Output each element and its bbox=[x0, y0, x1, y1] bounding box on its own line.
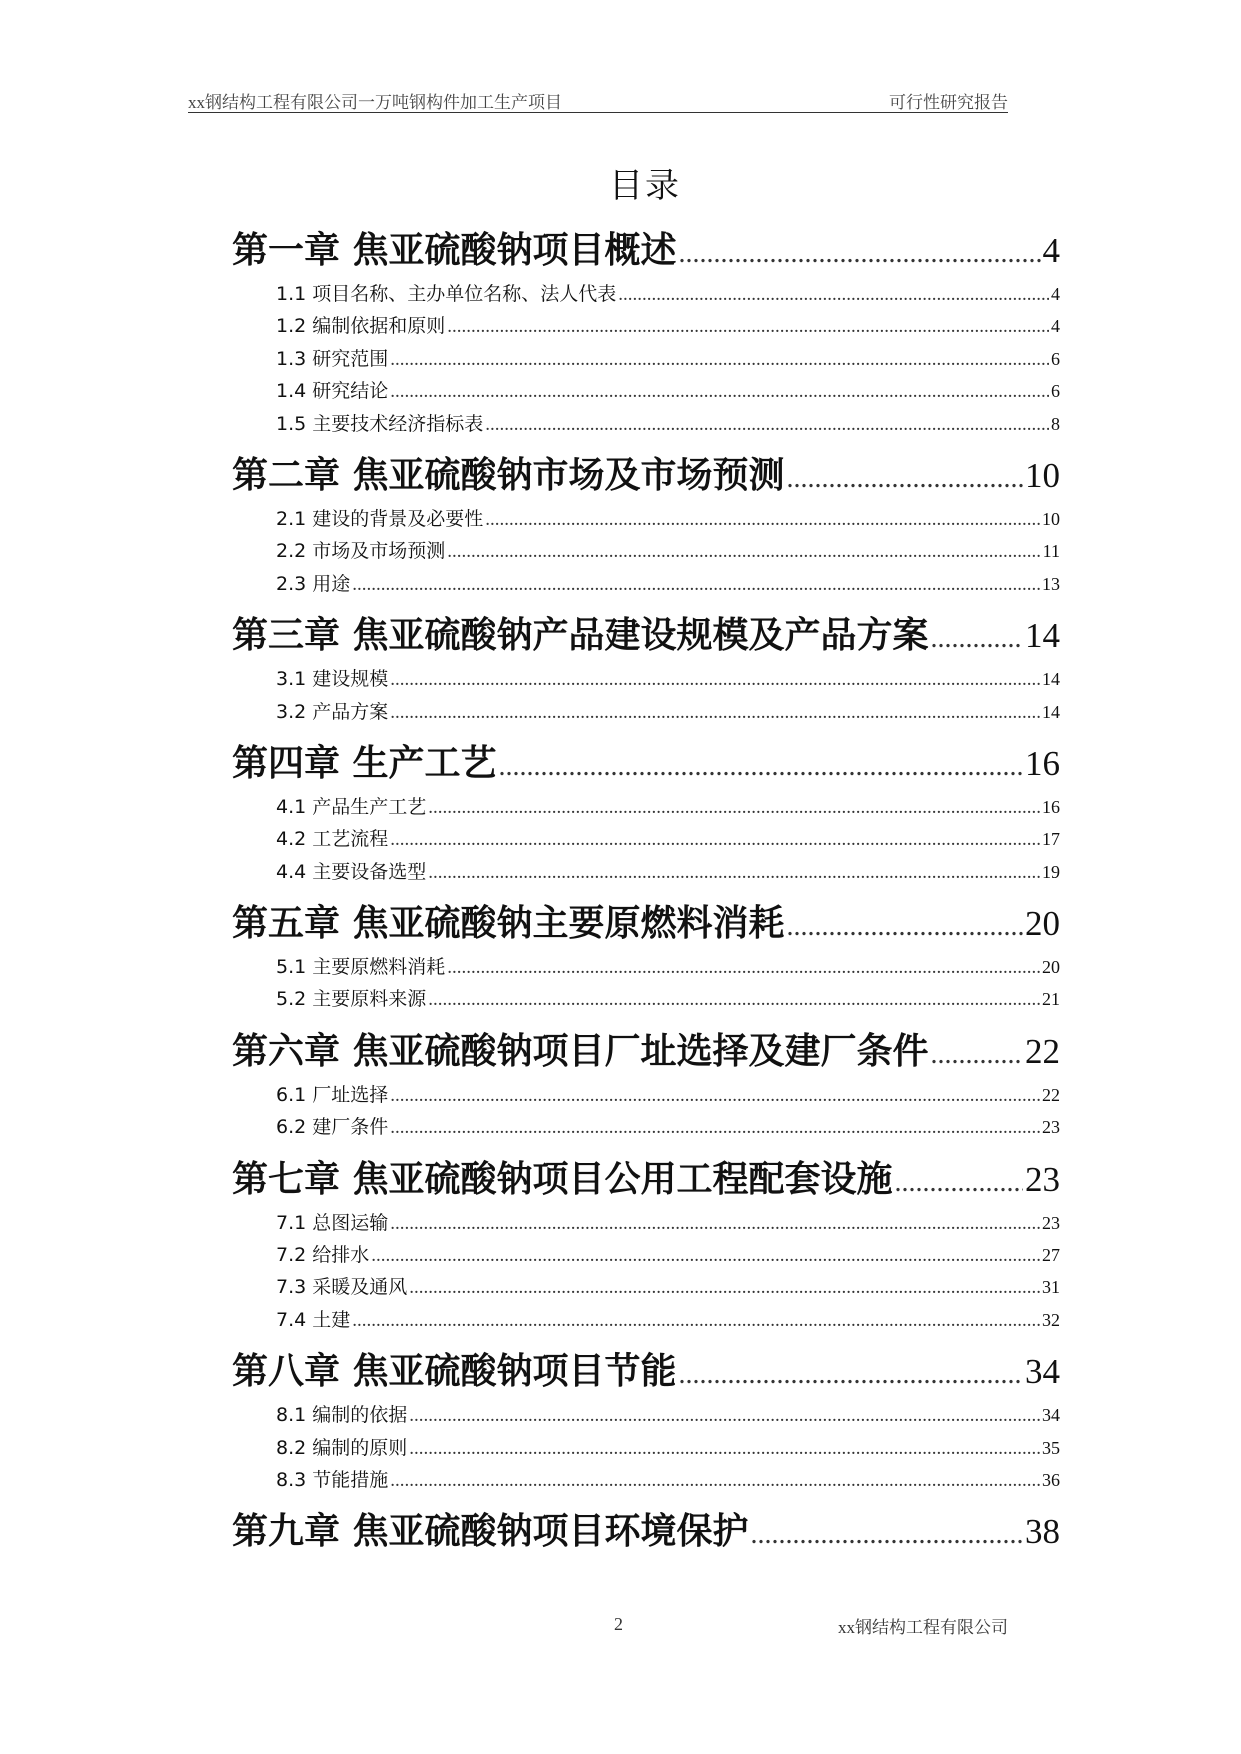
toc-leader-dots bbox=[390, 381, 1049, 403]
toc-chapter-label: 第八章 焦亚硫酸钠项目节能 bbox=[232, 1350, 677, 1393]
toc-chapter-label: 第六章 焦亚硫酸钠项目厂址选择及建厂条件 bbox=[232, 1029, 929, 1072]
toc-section-entry[interactable] bbox=[232, 1305, 1060, 1337]
header-report-type: 可行性研究报告 bbox=[889, 93, 1008, 112]
toc-chapter-label: 第四章 生产工艺 bbox=[232, 741, 497, 784]
toc-section-entry[interactable] bbox=[232, 311, 1060, 343]
toc-section-label: 1.5 主要技术经济指标表 bbox=[276, 412, 484, 435]
toc-leader-dots bbox=[390, 349, 1049, 371]
toc-section-page: 6 bbox=[1051, 381, 1060, 402]
toc-chapter-entry[interactable] bbox=[232, 895, 1060, 952]
toc-leader-dots bbox=[485, 509, 1040, 531]
toc-chapter-page: 22 bbox=[1025, 1031, 1060, 1071]
toc-leader-dots bbox=[931, 623, 1023, 655]
toc-section-entry[interactable] bbox=[232, 279, 1060, 311]
toc-section-entry[interactable] bbox=[232, 1080, 1060, 1112]
toc-chapter-label: 第二章 焦亚硫酸钠市场及市场预测 bbox=[232, 453, 785, 496]
toc-section-entry[interactable] bbox=[232, 697, 1060, 729]
toc-leader-dots bbox=[390, 1117, 1040, 1139]
toc-section-entry[interactable] bbox=[232, 824, 1060, 856]
toc-chapter-page: 38 bbox=[1025, 1512, 1060, 1552]
toc-section-entry[interactable] bbox=[232, 536, 1060, 568]
toc-leader-dots bbox=[352, 1310, 1040, 1332]
toc-section-label: 8.3 节能措施 bbox=[276, 1468, 389, 1491]
toc-chapter-label: 第七章 焦亚硫酸钠项目公用工程配套设施 bbox=[232, 1157, 893, 1200]
toc-section-entry[interactable] bbox=[232, 344, 1060, 376]
page-number: 2 bbox=[614, 1614, 623, 1634]
toc-section-entry[interactable] bbox=[232, 664, 1060, 696]
toc-section-page: 6 bbox=[1051, 348, 1060, 369]
toc-leader-dots bbox=[428, 862, 1040, 884]
toc-leader-dots bbox=[618, 284, 1049, 306]
table-of-contents bbox=[232, 222, 1060, 1560]
toc-section-page: 36 bbox=[1042, 1469, 1060, 1490]
toc-leader-dots bbox=[679, 238, 1041, 270]
toc-leader-dots bbox=[931, 1039, 1023, 1071]
toc-section-label: 2.1 建设的背景及必要性 bbox=[276, 507, 484, 530]
page-title: 目录 bbox=[609, 166, 681, 206]
toc-section-page: 14 bbox=[1042, 701, 1060, 722]
toc-section-page: 4 bbox=[1051, 284, 1060, 304]
toc-chapter-entry[interactable] bbox=[232, 447, 1060, 504]
toc-section-label: 1.4 研究结论 bbox=[276, 380, 389, 403]
toc-section-label: 2.3 用途 bbox=[276, 572, 351, 595]
toc-leader-dots bbox=[428, 797, 1040, 819]
toc-chapter-entry[interactable] bbox=[232, 1023, 1060, 1080]
toc-section-label: 1.3 研究范围 bbox=[276, 347, 389, 370]
toc-leader-dots bbox=[447, 316, 1049, 338]
toc-section-entry[interactable] bbox=[232, 952, 1060, 984]
toc-section-entry[interactable] bbox=[232, 376, 1060, 408]
toc-section-label: 8.2 编制的原则 bbox=[276, 1436, 408, 1459]
toc-section-page: 23 bbox=[1042, 1212, 1060, 1233]
toc-leader-dots bbox=[409, 1277, 1040, 1299]
toc-section-page: 23 bbox=[1042, 1117, 1060, 1138]
toc-chapter-entry[interactable] bbox=[232, 1343, 1060, 1400]
toc-chapter-label: 第三章 焦亚硫酸钠产品建设规模及产品方案 bbox=[232, 614, 929, 657]
toc-leader-dots bbox=[390, 1470, 1040, 1492]
toc-section-entry[interactable] bbox=[232, 1433, 1060, 1465]
toc-section-page: 14 bbox=[1042, 669, 1060, 690]
toc-leader-dots bbox=[679, 1359, 1023, 1391]
toc-leader-dots bbox=[499, 751, 1023, 783]
toc-leader-dots bbox=[390, 1213, 1040, 1235]
toc-leader-dots bbox=[390, 702, 1040, 724]
toc-leader-dots bbox=[390, 669, 1040, 691]
toc-section-label: 1.1 项目名称、主办单位名称、法人代表 bbox=[276, 283, 617, 305]
toc-leader-dots bbox=[390, 1085, 1040, 1107]
toc-section-label: 4.2 工艺流程 bbox=[276, 828, 389, 851]
toc-section-entry[interactable] bbox=[232, 1240, 1060, 1272]
toc-section-page: 21 bbox=[1042, 989, 1060, 1010]
toc-section-label: 8.1 编制的依据 bbox=[276, 1404, 408, 1427]
toc-section-entry[interactable] bbox=[232, 857, 1060, 889]
toc-chapter-page: 4 bbox=[1042, 231, 1060, 270]
toc-leader-dots bbox=[428, 989, 1040, 1011]
toc-leader-dots bbox=[787, 463, 1023, 495]
toc-section-label: 6.1 厂址选择 bbox=[276, 1083, 389, 1106]
toc-section-label: 4.1 产品生产工艺 bbox=[276, 795, 427, 818]
toc-section-label: 4.4 主要设备选型 bbox=[276, 860, 427, 883]
toc-section-entry[interactable] bbox=[232, 792, 1060, 824]
toc-section-page: 35 bbox=[1042, 1437, 1060, 1458]
toc-chapter-entry[interactable] bbox=[232, 1503, 1060, 1560]
toc-section-entry[interactable] bbox=[232, 504, 1060, 536]
toc-chapter-page: 10 bbox=[1025, 455, 1060, 495]
toc-section-entry[interactable] bbox=[232, 984, 1060, 1016]
toc-section-label: 5.1 主要原燃料消耗 bbox=[276, 956, 446, 979]
toc-leader-dots bbox=[485, 414, 1049, 436]
toc-section-page: 8 bbox=[1051, 413, 1060, 434]
toc-chapter-page: 20 bbox=[1025, 904, 1060, 944]
toc-leader-dots bbox=[409, 1438, 1040, 1460]
toc-section-label: 3.2 产品方案 bbox=[276, 700, 389, 723]
toc-section-page: 31 bbox=[1042, 1277, 1060, 1298]
toc-chapter-page: 34 bbox=[1025, 1352, 1060, 1392]
toc-section-label: 2.2 市场及市场预测 bbox=[276, 540, 446, 563]
toc-section-entry[interactable] bbox=[232, 1400, 1060, 1432]
toc-chapter-page: 16 bbox=[1025, 743, 1060, 783]
toc-leader-dots bbox=[895, 1167, 1023, 1199]
toc-chapter-entry[interactable] bbox=[232, 222, 1060, 279]
toc-section-entry[interactable] bbox=[232, 1208, 1060, 1240]
toc-section-page: 22 bbox=[1042, 1084, 1060, 1105]
toc-section-label: 1.2 编制依据和原则 bbox=[276, 315, 446, 338]
toc-leader-dots bbox=[390, 829, 1040, 851]
toc-section-page: 11 bbox=[1042, 541, 1060, 562]
toc-chapter-page: 14 bbox=[1025, 616, 1060, 656]
toc-chapter-entry[interactable] bbox=[232, 735, 1060, 792]
toc-section-label: 3.1 建设规模 bbox=[276, 668, 389, 691]
toc-leader-dots bbox=[409, 1405, 1040, 1427]
toc-section-label: 7.4 土建 bbox=[276, 1308, 351, 1331]
toc-section-page: 17 bbox=[1042, 829, 1060, 850]
header-project-title: xx钢结构工程有限公司一万吨钢构件加工生产项目 bbox=[188, 93, 562, 112]
toc-section-entry[interactable] bbox=[232, 1272, 1060, 1304]
toc-leader-dots bbox=[787, 911, 1023, 943]
toc-section-page: 20 bbox=[1042, 957, 1060, 978]
toc-section-entry[interactable] bbox=[232, 1465, 1060, 1497]
toc-chapter-label: 第九章 焦亚硫酸钠项目环境保护 bbox=[232, 1510, 749, 1553]
toc-chapter-entry[interactable] bbox=[232, 1151, 1060, 1208]
toc-section-page: 13 bbox=[1042, 573, 1060, 594]
toc-section-label: 6.2 建厂条件 bbox=[276, 1116, 389, 1139]
toc-section-page: 27 bbox=[1042, 1245, 1060, 1266]
toc-section-label: 7.3 采暖及通风 bbox=[276, 1276, 408, 1299]
toc-leader-dots bbox=[751, 1519, 1023, 1551]
toc-section-page: 16 bbox=[1042, 796, 1060, 817]
toc-section-page: 4 bbox=[1051, 316, 1060, 337]
toc-leader-dots bbox=[447, 541, 1040, 563]
toc-section-label: 5.2 主要原料来源 bbox=[276, 988, 427, 1011]
toc-section-entry[interactable] bbox=[232, 569, 1060, 601]
toc-leader-dots bbox=[371, 1245, 1040, 1267]
running-header bbox=[188, 86, 1008, 113]
toc-section-page: 10 bbox=[1042, 508, 1060, 529]
toc-chapter-label: 第五章 焦亚硫酸钠主要原燃料消耗 bbox=[232, 902, 785, 945]
toc-section-page: 19 bbox=[1042, 861, 1060, 882]
toc-chapter-page: 23 bbox=[1025, 1159, 1060, 1199]
toc-section-entry[interactable] bbox=[232, 409, 1060, 441]
toc-leader-dots bbox=[447, 957, 1040, 979]
toc-section-entry[interactable] bbox=[232, 1112, 1060, 1144]
footer-company: xx钢结构工程有限公司 bbox=[838, 1618, 1008, 1637]
toc-chapter-label: 第一章 焦亚硫酸钠项目概述 bbox=[232, 229, 677, 271]
toc-section-page: 32 bbox=[1042, 1309, 1060, 1330]
toc-section-page: 34 bbox=[1042, 1405, 1060, 1426]
toc-section-label: 7.2 给排水 bbox=[276, 1244, 370, 1267]
toc-section-label: 7.1 总图运输 bbox=[276, 1211, 389, 1234]
toc-chapter-entry[interactable] bbox=[232, 607, 1060, 664]
toc-leader-dots bbox=[352, 574, 1040, 596]
